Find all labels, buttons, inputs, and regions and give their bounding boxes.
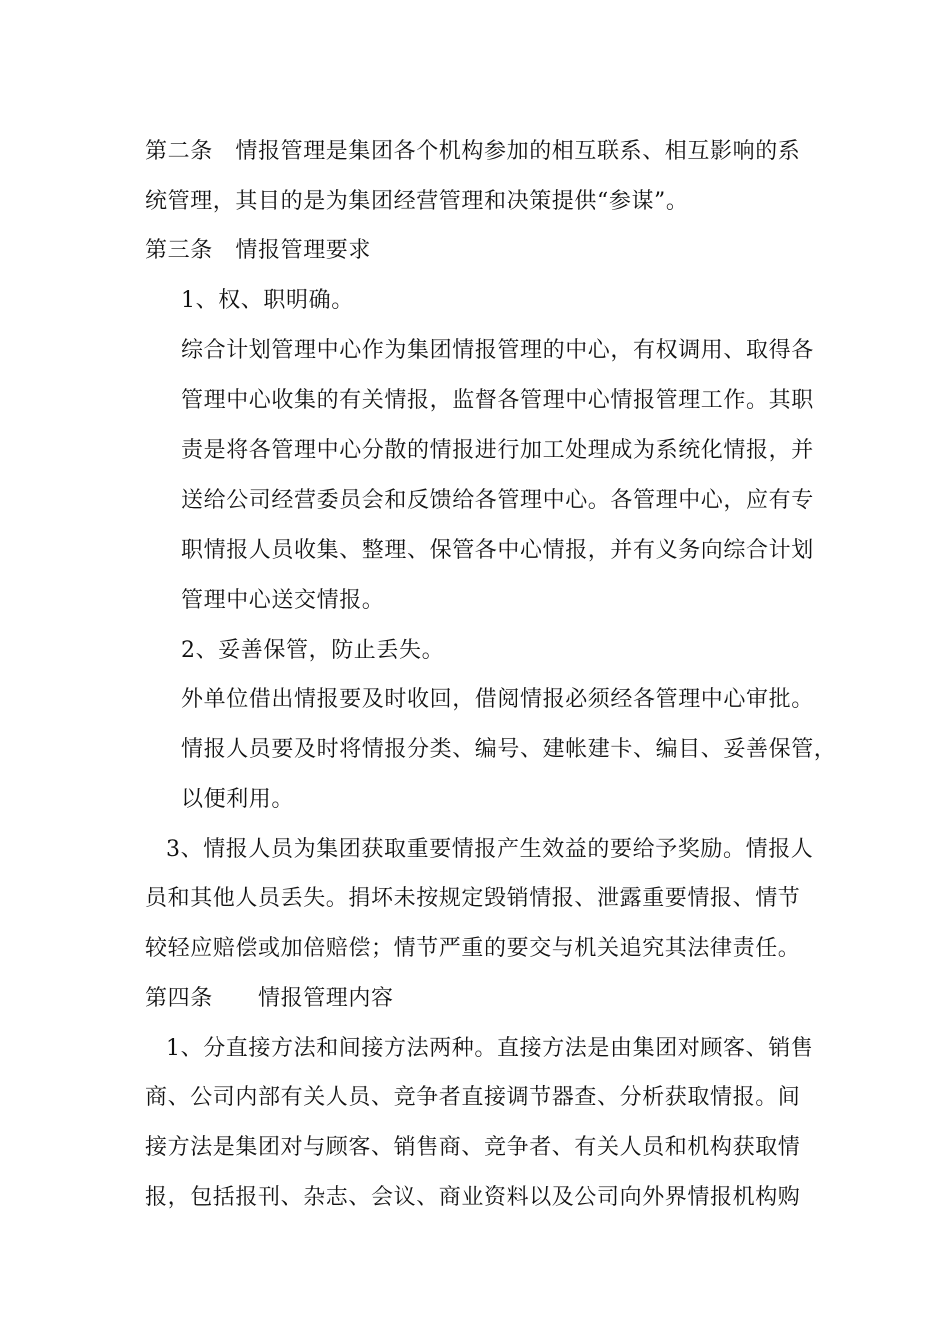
text-line: 商、公司内部有关人员、竞争者直接调节器查、分析获取情报。间 (145, 1085, 801, 1110)
text-line: 统管理，其目的是为集团经营管理和决策提供“参谋”。 (145, 189, 689, 214)
text-line: 以便利用。 (181, 787, 295, 812)
text-line: 报，包括报刊、杂志、会议、商业资料以及公司向外界情报机构购 (145, 1185, 801, 1210)
text-line: 3、情报人员为集团获取重要情报产生效益的要给予奖励。情报人 (166, 837, 814, 862)
text-line: 综合计划管理中心作为集团情报管理的中心，有权调用、取得各 (181, 338, 814, 363)
text-line: 较轻应赔偿或加倍赔偿；情节严重的要交与机关追究其法律责任。 (145, 936, 801, 961)
section-heading: 第四条 情报管理内容 (145, 986, 394, 1011)
list-item-heading: 1、权、职明确。 (181, 288, 354, 313)
text-line: 管理中心送交情报。 (181, 588, 385, 613)
text-line: 接方法是集团对与顾客、销售商、竞争者、有关人员和机构获取情 (145, 1135, 801, 1160)
text-line: 责是将各管理中心分散的情报进行加工处理成为系统化情报，并 (181, 438, 814, 463)
section-heading: 第三条 情报管理要求 (145, 238, 372, 263)
text-line: 情报人员要及时将情报分类、编号、建帐建卡、编目、妥善保管， (181, 737, 837, 762)
text-line: 职情报人员收集、整理、保管各中心情报，并有义务向综合计划 (181, 538, 814, 563)
list-item-heading: 2、妥善保管，防止丢失。 (181, 638, 445, 663)
text-line: 员和其他人员丢失。捐坏未按规定毁销情报、泄露重要情报、情节 (145, 886, 801, 911)
text-line: 1、分直接方法和间接方法两种。直接方法是由集团对顾客、销售 (166, 1036, 814, 1061)
text-line: 送给公司经营委员会和反馈给各管理中心。各管理中心，应有专 (181, 488, 814, 513)
text-line: 第二条 情报管理是集团各个机构参加的相互联系、相互影响的系 (145, 139, 801, 164)
text-line: 管理中心收集的有关情报，监督各管理中心情报管理工作。其职 (181, 388, 814, 413)
text-line: 外单位借出情报要及时收回，借阅情报必须经各管理中心审批。 (181, 687, 814, 712)
